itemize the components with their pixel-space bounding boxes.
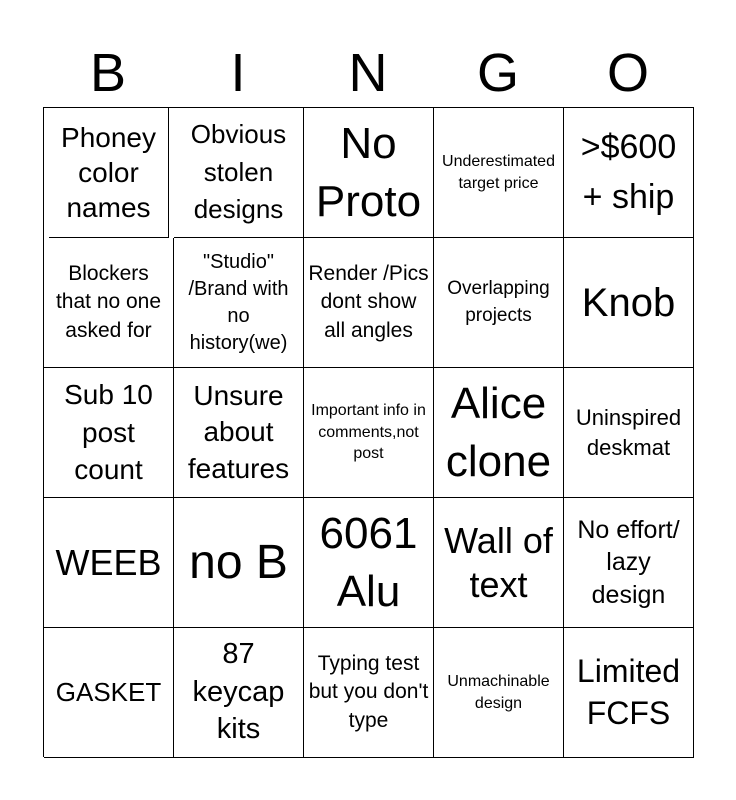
bingo-cell[interactable] (434, 368, 564, 498)
header-letter-g: G (476, 43, 519, 103)
bingo-cell[interactable] (564, 628, 694, 758)
bingo-header (43, 40, 693, 106)
cell-text: No Proto (315, 119, 422, 226)
bingo-cell[interactable] (304, 498, 434, 628)
header-letter-i: I (230, 43, 246, 103)
bingo-cell[interactable] (174, 498, 304, 628)
cell-text: No effort/ lazy design (577, 515, 680, 609)
bingo-cell[interactable] (174, 238, 304, 368)
bingo-cell[interactable] (304, 108, 434, 238)
cell-text: no B (189, 535, 288, 589)
cell-text: Unmachinable design (447, 672, 550, 712)
bingo-cell[interactable] (174, 368, 304, 498)
cell-text: Sub 10 post count (64, 378, 153, 486)
cell-text: Knob (581, 280, 676, 325)
cell-text: 6061 Alu (319, 509, 418, 616)
cell-text: Unsure about features (187, 379, 290, 484)
cell-text: "Studio" /Brand with no history(we) (188, 250, 289, 354)
cell-text: Render /Pics dont show all angles (308, 261, 429, 342)
bingo-cell[interactable] (434, 498, 564, 628)
bingo-cell[interactable] (44, 368, 174, 498)
bingo-cell[interactable] (304, 628, 434, 758)
cell-text: Important info in comments,not post (311, 402, 426, 463)
cell-text: Overlapping projects (447, 277, 550, 326)
cell-text: GASKET (55, 676, 162, 707)
cell-text: Alice clone (445, 379, 552, 486)
header-letter-n: N (348, 43, 388, 103)
cell-text: Obvious stolen designs (190, 118, 287, 225)
bingo-cell[interactable] (174, 628, 304, 758)
bingo-cell[interactable] (434, 108, 564, 238)
bingo-cell[interactable] (44, 498, 174, 628)
bingo-cell[interactable] (49, 108, 169, 238)
cell-text: 87 keycap kits (192, 637, 285, 746)
cell-text: Typing test but you don't type (308, 651, 429, 732)
cell-text: Wall of text (444, 520, 553, 605)
cell-text: Limited FCFS (576, 652, 681, 731)
cell-text: >$600 + ship (580, 128, 677, 216)
bingo-cell[interactable] (304, 238, 434, 368)
cell-text: Uninspired deskmat (575, 404, 682, 460)
header-letter-b: B (89, 43, 127, 103)
bingo-cell[interactable] (434, 238, 564, 368)
cell-text: Underestimated target price (442, 152, 555, 192)
cell-text: Phoney color names (61, 122, 156, 223)
bingo-cell[interactable] (174, 108, 304, 238)
bingo-cell[interactable] (564, 238, 694, 368)
cell-text: Blockers that no one asked for (55, 261, 162, 342)
bingo-cell[interactable] (434, 628, 564, 758)
bingo-cell[interactable] (44, 628, 174, 758)
bingo-cell[interactable] (564, 108, 694, 238)
header-letter-o: O (606, 43, 649, 103)
bingo-cell[interactable] (304, 368, 434, 498)
cell-text: WEEB (55, 541, 162, 583)
bingo-cell[interactable] (44, 238, 174, 368)
bingo-cell[interactable] (564, 368, 694, 498)
bingo-cell[interactable] (564, 498, 694, 628)
bingo-board (43, 107, 694, 757)
